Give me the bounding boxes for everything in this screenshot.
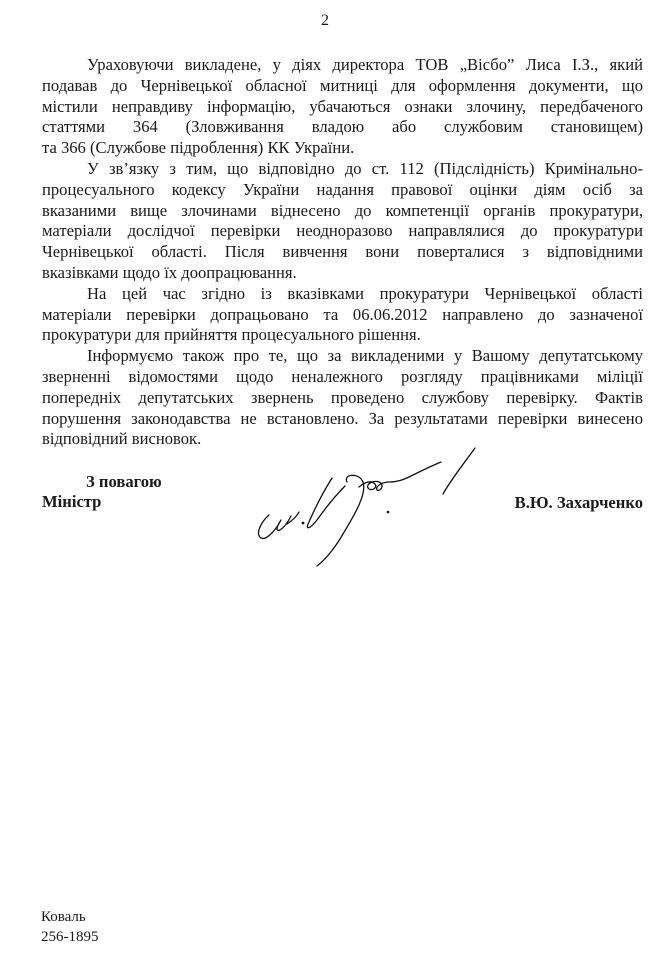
closing-phrase: З повагою <box>86 472 162 491</box>
text-line: матеріали перевірки допрацьовано та 06.06.2012 направлено до зазначеної <box>42 304 643 324</box>
page-number: 2 <box>321 12 329 29</box>
text-line: процесуального кодексу України надання правової оцінки діям осіб за <box>42 179 643 199</box>
paragraph-4 <box>42 346 643 450</box>
text-line: відповідний висновок. <box>42 429 202 449</box>
signature-dot <box>302 522 305 525</box>
signature-stroke <box>359 462 441 490</box>
text-line: На цей час згідно із вказівками прокуратури Чернівецької області <box>87 283 643 303</box>
paragraph-1 <box>42 55 643 159</box>
paragraph-3 <box>42 284 643 346</box>
handwritten-signature-icon <box>247 442 477 572</box>
signature-dot <box>387 511 390 514</box>
text-line: прокуратури для прийняття процесуального рішення. <box>42 325 421 345</box>
signature-stroke <box>317 475 364 566</box>
text-line: Інформуємо також про те, що за викладеними у Вашому депутатському <box>87 346 643 366</box>
text-line: Чернівецької області. Після вивчення вони поверталися з відповідними <box>42 242 643 262</box>
executor-footer <box>41 907 99 947</box>
text-line: Ураховуючи викладене, у діях директора ТОВ „Вісбо” Лиса І.З., який <box>87 55 643 74</box>
executor-name: Коваль <box>41 909 86 925</box>
signature-stroke <box>443 448 475 494</box>
letter-body <box>42 55 643 450</box>
text-line: попередніх депутатських звернень проведено службову перевірку. Фактів <box>42 387 643 407</box>
text-line: вказівками щодо їх доопрацювання. <box>42 262 297 282</box>
text-line: статтями 364 (Зловживання владою або службовим становищем) <box>42 117 643 137</box>
text-line: та 366 (Службове підроблення) КК України. <box>42 138 355 158</box>
signer-name: В.Ю. Захарченко <box>514 493 643 512</box>
executor-phone: 256-1895 <box>41 929 99 945</box>
signature-stroke <box>307 478 345 528</box>
signature-block <box>42 472 643 582</box>
signer-position: Міністр <box>42 492 102 511</box>
text-line: вказаними вище злочинами віднесено до компетенції органів прокуратури, <box>42 200 643 220</box>
text-line: містили неправдиву інформацію, убачаються ознаки злочину, передбаченого <box>42 96 643 116</box>
text-line: У зв’язку з тим, що відповідно до ст. 112 (Підслідність) Кримінально- <box>87 158 643 178</box>
signature-stroke <box>259 512 299 538</box>
text-line: порушення законодавства не встановлено. За результатами перевірки винесено <box>42 408 643 428</box>
text-line: матеріали дослідчої перевірки неодноразово направлялися до прокуратури <box>42 221 643 241</box>
text-line: подавав до Чернівецької обласної митниці для оформлення документи, що <box>42 75 643 95</box>
text-line: зверненні відомостями щодо неналежного розгляду працівниками міліції <box>42 366 643 386</box>
paragraph-2 <box>42 159 643 284</box>
